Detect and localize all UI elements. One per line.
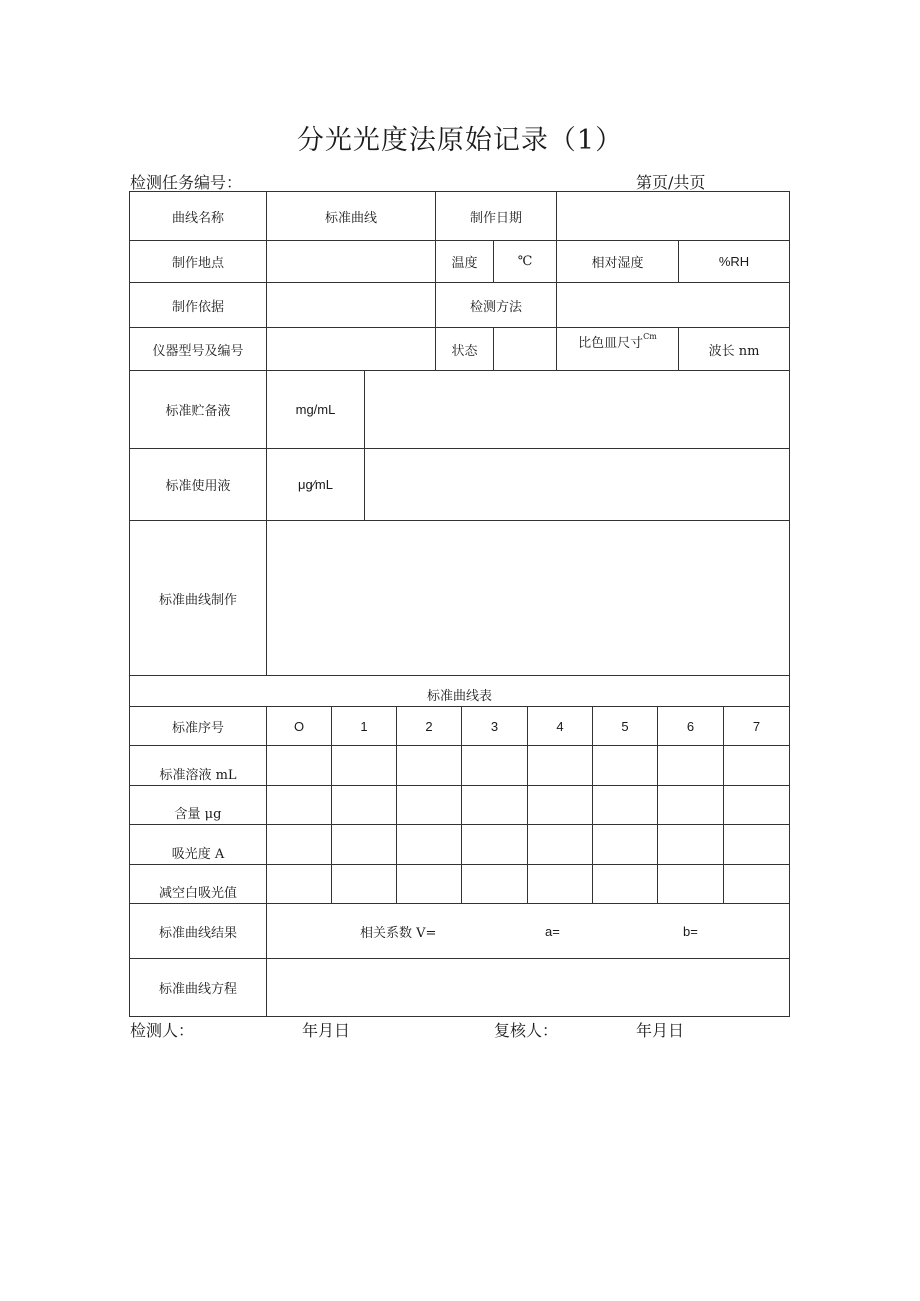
- curve-table-title: 标准曲线表: [130, 676, 789, 707]
- method-label: 检测方法: [436, 283, 557, 328]
- data-cell[interactable]: [658, 865, 724, 904]
- data-cell[interactable]: [593, 746, 658, 786]
- content-label: 含量 μg: [130, 786, 267, 825]
- humidity-unit: %RH: [679, 241, 789, 283]
- state-label: 状态: [436, 328, 494, 371]
- data-cell[interactable]: [267, 746, 332, 786]
- data-cell[interactable]: [332, 865, 397, 904]
- curve-equation-field[interactable]: [267, 959, 789, 1016]
- working-solution-field[interactable]: [365, 449, 789, 521]
- data-cell[interactable]: [397, 865, 462, 904]
- instrument-label: 仪器型号及编号: [130, 328, 267, 371]
- correlation-label: 相关系数 V=: [360, 925, 437, 941]
- data-cell[interactable]: [724, 825, 789, 865]
- data-cell[interactable]: [462, 786, 528, 825]
- seq-4: 4: [528, 707, 593, 746]
- data-cell[interactable]: [658, 825, 724, 865]
- working-solution-label: 标准使用液: [130, 449, 267, 521]
- task-number-label: 检测任务编号：: [130, 173, 243, 192]
- method-field[interactable]: [557, 283, 789, 328]
- data-cell[interactable]: [593, 825, 658, 865]
- date-label: 制作日期: [436, 192, 557, 241]
- data-cell[interactable]: [267, 865, 332, 904]
- cuvette-size-label: 比色皿尺寸 $^{Cm}$: [557, 328, 679, 371]
- form-title: 分光光度法原始记录（1）: [296, 125, 624, 156]
- wavelength-label: 波长 nm: [679, 328, 789, 371]
- reviewer-label: 复核人：: [494, 1021, 559, 1040]
- instrument-field[interactable]: [267, 328, 436, 371]
- data-cell[interactable]: [658, 786, 724, 825]
- data-cell[interactable]: [267, 825, 332, 865]
- stock-solution-field[interactable]: [365, 371, 789, 449]
- temperature-label: 温度: [436, 241, 494, 283]
- seq-3: 3: [462, 707, 528, 746]
- data-cell[interactable]: [332, 786, 397, 825]
- curve-prep-label: 标准曲线制作: [130, 521, 267, 676]
- data-cell[interactable]: [528, 746, 593, 786]
- std-solution-volume-label: 标准溶液 mL: [130, 746, 267, 786]
- data-cell[interactable]: [593, 786, 658, 825]
- tester-label: 检测人：: [130, 1021, 195, 1040]
- curve-result-label: 标准曲线结果: [130, 904, 267, 959]
- seq-7: 7: [724, 707, 789, 746]
- curve-name-label: 曲线名称: [130, 192, 267, 241]
- record-form: [129, 191, 790, 1017]
- data-cell[interactable]: [462, 746, 528, 786]
- data-cell[interactable]: [462, 825, 528, 865]
- data-cell[interactable]: [724, 786, 789, 825]
- location-field[interactable]: [267, 241, 436, 283]
- state-field[interactable]: [494, 328, 557, 371]
- data-cell[interactable]: [397, 746, 462, 786]
- slope-label: b=: [683, 923, 698, 939]
- curve-equation-label: 标准曲线方程: [130, 959, 267, 1016]
- data-cell[interactable]: [593, 865, 658, 904]
- seq-5: 5: [593, 707, 658, 746]
- data-cell[interactable]: [724, 746, 789, 786]
- data-cell[interactable]: [397, 786, 462, 825]
- page-count-label: 第页/共页: [636, 173, 706, 192]
- blank-corrected-label: 减空白吸光值: [130, 865, 267, 904]
- humidity-label: 相对湿度: [557, 241, 679, 283]
- seq-label: 标准序号: [130, 707, 267, 746]
- data-cell[interactable]: [528, 865, 593, 904]
- date-field[interactable]: [557, 192, 789, 241]
- seq-1: 1: [332, 707, 397, 746]
- basis-label: 制作依据: [130, 283, 267, 328]
- seq-2: 2: [397, 707, 462, 746]
- seq-6: 6: [658, 707, 724, 746]
- tester-date: 年月日: [302, 1021, 351, 1040]
- data-cell[interactable]: [267, 786, 332, 825]
- temperature-unit: ℃: [494, 241, 557, 283]
- working-solution-unit: μg∕mL: [267, 449, 365, 521]
- data-cell[interactable]: [332, 746, 397, 786]
- data-cell[interactable]: [528, 786, 593, 825]
- data-cell[interactable]: [528, 825, 593, 865]
- data-cell[interactable]: [658, 746, 724, 786]
- data-cell[interactable]: [462, 865, 528, 904]
- stock-solution-label: 标准贮备液: [130, 371, 267, 449]
- data-cell[interactable]: [724, 865, 789, 904]
- data-cell[interactable]: [332, 825, 397, 865]
- absorbance-label: 吸光度 A: [130, 825, 267, 865]
- data-cell[interactable]: [397, 825, 462, 865]
- location-label: 制作地点: [130, 241, 267, 283]
- curve-prep-field[interactable]: [267, 521, 789, 676]
- reviewer-date: 年月日: [636, 1021, 685, 1040]
- curve-result-field: [267, 904, 789, 959]
- curve-name-value: 标准曲线: [267, 192, 436, 241]
- intercept-label: a=: [545, 923, 560, 939]
- stock-solution-unit: mg/mL: [267, 371, 365, 449]
- basis-field[interactable]: [267, 283, 436, 328]
- seq-0: O: [267, 707, 332, 746]
